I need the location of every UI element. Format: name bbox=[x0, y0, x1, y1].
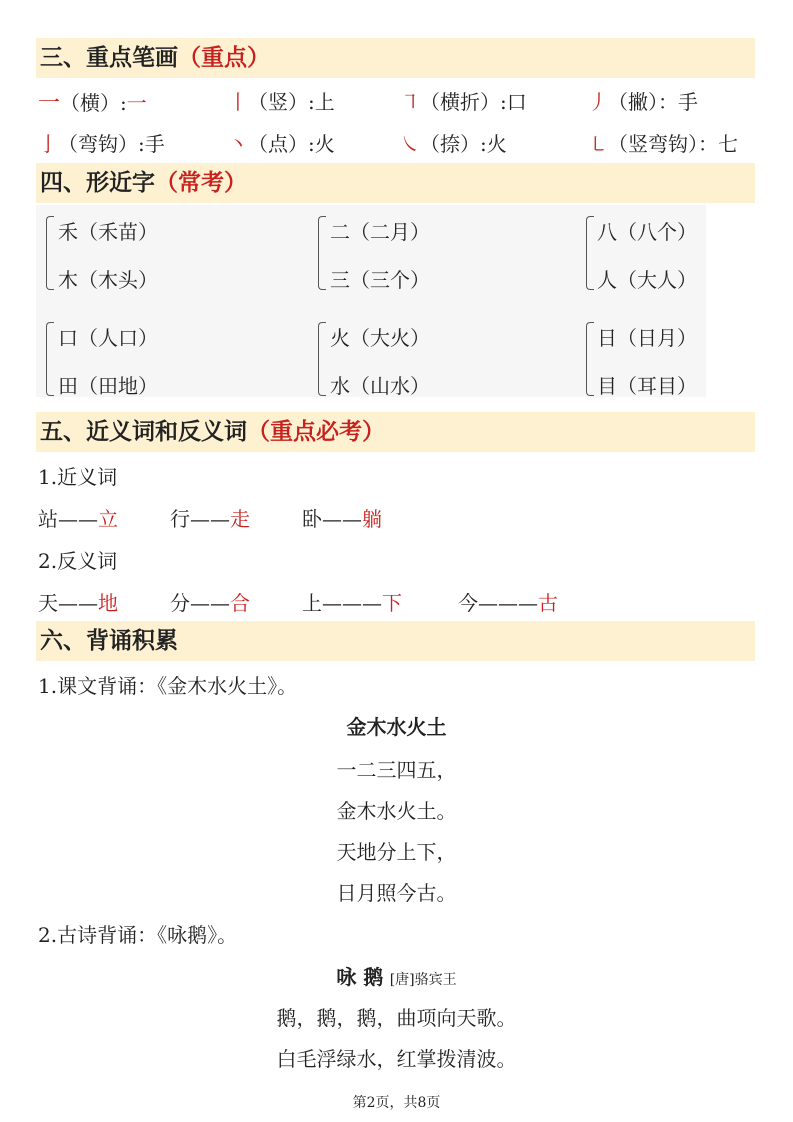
stroke-example: 手 bbox=[678, 90, 698, 114]
recite2-label: 2.古诗背诵：《咏鹅》。 bbox=[38, 923, 238, 947]
stroke-name: （点）: bbox=[248, 132, 315, 156]
section4-tag: （常考） bbox=[155, 169, 247, 196]
similar-char-bottom: 田（田地） bbox=[58, 374, 158, 398]
stroke-example: 火 bbox=[486, 132, 507, 156]
word-pair bbox=[170, 503, 250, 532]
similar-char-bottom: 人（大人） bbox=[597, 268, 697, 292]
section4-title: 四、形近字 bbox=[40, 169, 155, 196]
stroke-item bbox=[228, 128, 335, 157]
poem-line: 一二三四五， bbox=[336, 758, 457, 782]
word-a: 今 bbox=[458, 591, 478, 615]
poem1-title: 金木水火土 bbox=[346, 715, 447, 739]
stroke-item bbox=[588, 86, 698, 115]
poem2-title: 咏 鹅 bbox=[336, 965, 384, 989]
stroke-name: （捺）: bbox=[420, 132, 487, 156]
stroke-glyph-icon: 丨 bbox=[228, 90, 248, 114]
stroke-item bbox=[400, 86, 527, 115]
stroke-item bbox=[588, 128, 738, 157]
stroke-item bbox=[228, 86, 335, 115]
poem-line: 金木水火土。 bbox=[336, 799, 457, 823]
stroke-glyph-icon: 一 bbox=[38, 91, 61, 116]
stroke-item bbox=[38, 86, 147, 117]
stroke-glyph-icon: 亅 bbox=[38, 132, 58, 156]
brace-icon bbox=[46, 322, 54, 396]
similar-char-top: 日（日月） bbox=[597, 326, 697, 350]
antonym-label: 2.反义词 bbox=[38, 549, 118, 573]
word-pair bbox=[302, 587, 402, 616]
stroke-glyph-icon: ㇕ bbox=[400, 90, 420, 114]
stroke-name: （竖弯钩）： bbox=[608, 132, 718, 156]
section6-title: 六、背诵积累 bbox=[40, 627, 178, 654]
poem2-heading bbox=[0, 961, 793, 990]
brace-icon bbox=[586, 216, 594, 290]
similar-char-top: 八（八个） bbox=[597, 220, 697, 244]
poem2-author: [唐]骆宾王 bbox=[389, 972, 457, 988]
dash: ——— bbox=[322, 591, 382, 615]
word-pair bbox=[302, 503, 382, 532]
stroke-item bbox=[400, 128, 507, 157]
poem-line: 天地分上下， bbox=[336, 840, 457, 864]
word-a: 天 bbox=[38, 591, 58, 615]
section3-tag: （重点） bbox=[178, 44, 270, 71]
dash: —— bbox=[58, 507, 98, 531]
brace-icon bbox=[46, 216, 54, 290]
stroke-example: 一 bbox=[126, 91, 147, 115]
section6-heading bbox=[40, 621, 178, 661]
similar-char-top: 禾（禾苗） bbox=[58, 220, 158, 244]
word-a: 分 bbox=[170, 591, 190, 615]
poem-line: 日月照今古。 bbox=[336, 881, 457, 905]
section3-title: 三、重点笔画 bbox=[40, 44, 178, 71]
word-b: 下 bbox=[382, 591, 402, 615]
word-a: 卧 bbox=[302, 507, 322, 531]
section5-title: 五、近义词和反义词 bbox=[40, 418, 247, 445]
word-b: 地 bbox=[98, 591, 118, 615]
dash: —— bbox=[190, 591, 230, 615]
synonym-label: 1.近义词 bbox=[38, 465, 118, 489]
similar-char-bottom: 水（山水） bbox=[330, 374, 430, 398]
dash: ——— bbox=[478, 591, 538, 615]
stroke-glyph-icon: 丿 bbox=[588, 90, 608, 114]
brace-icon bbox=[318, 322, 326, 396]
word-a: 行 bbox=[170, 507, 190, 531]
word-pair bbox=[38, 587, 118, 616]
similar-char-bottom: 三（三个） bbox=[330, 268, 430, 292]
brace-icon bbox=[318, 216, 326, 290]
stroke-item bbox=[38, 128, 165, 157]
section5-tag: （重点必考） bbox=[247, 418, 385, 445]
similar-char-top: 口（人口） bbox=[58, 326, 158, 350]
dash: —— bbox=[190, 507, 230, 531]
word-a: 站 bbox=[38, 507, 58, 531]
similar-char-top: 二（二月） bbox=[330, 220, 430, 244]
poem-line: 鹅，鹅，鹅，曲项向天歌。 bbox=[276, 1006, 517, 1030]
stroke-name: （弯钩）: bbox=[58, 132, 145, 156]
stroke-name: （横折）: bbox=[420, 90, 507, 114]
dash: —— bbox=[322, 507, 362, 531]
stroke-example: 口 bbox=[506, 90, 527, 114]
section4-heading bbox=[40, 163, 247, 203]
word-pair bbox=[458, 587, 558, 616]
word-b: 合 bbox=[230, 591, 250, 615]
similar-char-bottom: 木（木头） bbox=[58, 268, 158, 292]
poem-line: 白毛浮绿水，红掌拨清波。 bbox=[276, 1047, 517, 1071]
stroke-example: 手 bbox=[144, 132, 165, 156]
stroke-name: （竖）: bbox=[248, 90, 315, 114]
stroke-glyph-icon: 丶 bbox=[228, 132, 248, 156]
similar-char-bottom: 目（耳目） bbox=[597, 374, 697, 398]
stroke-example: 七 bbox=[718, 132, 738, 156]
word-pair bbox=[38, 503, 118, 532]
word-b: 古 bbox=[538, 591, 558, 615]
stroke-name: （横）: bbox=[60, 91, 127, 115]
similar-char-top: 火（大火） bbox=[330, 326, 430, 350]
word-b: 走 bbox=[230, 507, 250, 531]
stroke-glyph-icon: ㇄ bbox=[588, 132, 608, 156]
word-a: 上 bbox=[302, 591, 322, 615]
stroke-example: 上 bbox=[314, 90, 335, 114]
section5-heading bbox=[40, 412, 385, 452]
recite1-label: 1.课文背诵：《金木水火土》。 bbox=[38, 674, 298, 698]
brace-icon bbox=[586, 322, 594, 396]
word-pair bbox=[170, 587, 250, 616]
stroke-example: 火 bbox=[314, 132, 335, 156]
page-footer: 第2页，共8页 bbox=[352, 1095, 441, 1111]
word-b: 躺 bbox=[362, 507, 382, 531]
word-b: 立 bbox=[98, 507, 118, 531]
section3-heading bbox=[40, 38, 270, 78]
stroke-name: （撇）： bbox=[608, 90, 678, 114]
dash: —— bbox=[58, 591, 98, 615]
stroke-glyph-icon: ㇏ bbox=[400, 132, 420, 156]
